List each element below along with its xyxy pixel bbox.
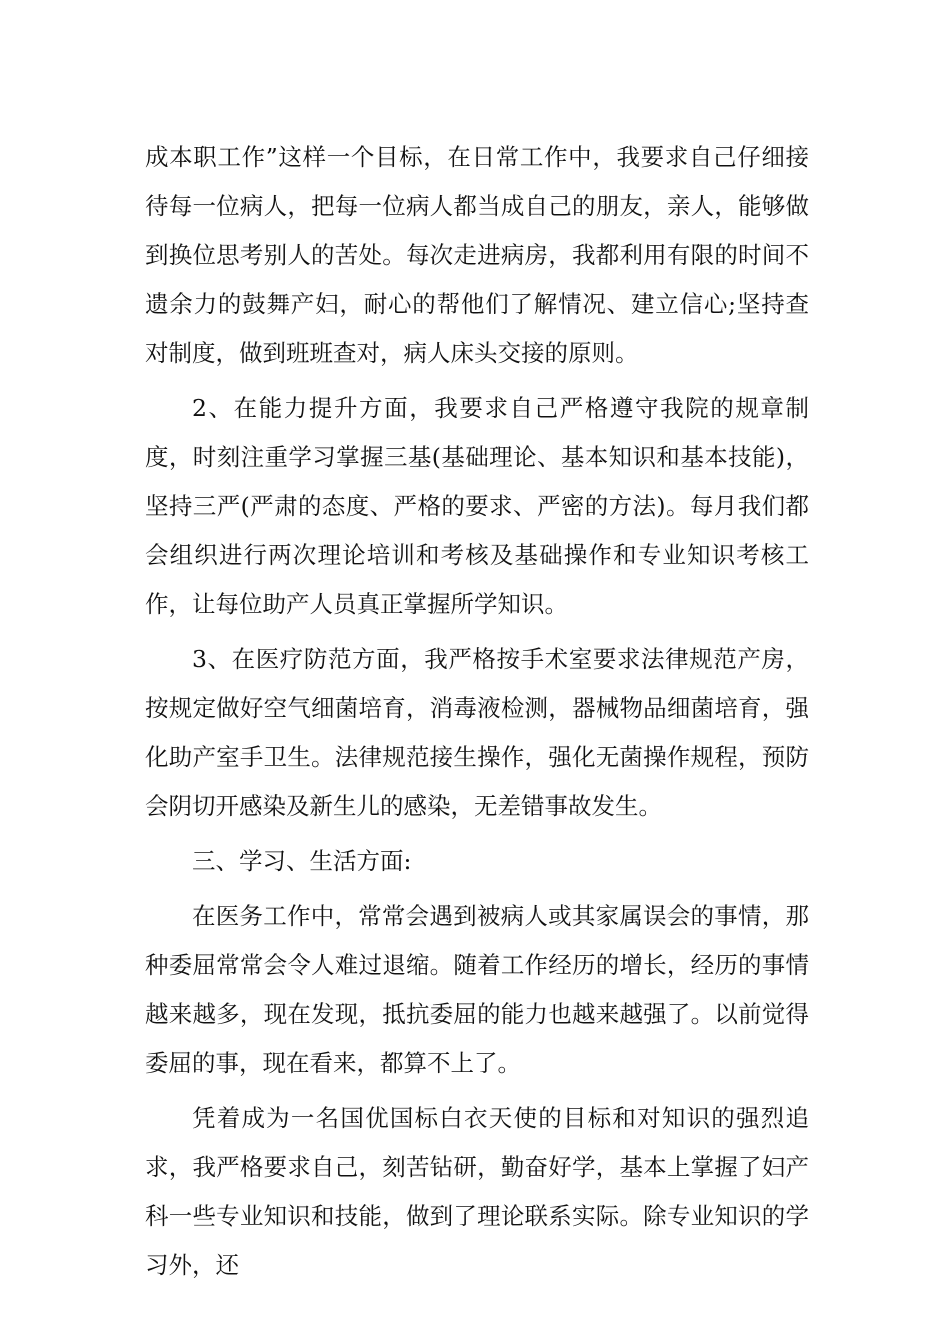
section-heading-study-life: 三、学习、生活方面:: [192, 847, 412, 875]
paragraph-medical-prevention: 3、在医疗防范方面，我严格按手术室要求法律规范产房，按规定做好空气细菌培育，消毒液检测，器械物品细菌培育，强化助产室手卫生。法律规范接生操作，强化无菌操作规程，预防会阴切开感染及新生儿的感染，无差错事故发生。: [145, 645, 809, 820]
paragraph-continued: 成本职工作”这样一个目标，在日常工作中，我要求自己仔细接待每一位病人，把每一位病人都当成自己的朋友，亲人，能够做到换位思考别人的苦处。每次走进病房，我都利用有限的时间不遗余力的鼓舞产妇，耐心的帮他们了解情况、建立信心;坚持查对制度，做到班班查对，病人床头交接的原则。: [145, 143, 809, 367]
paragraph-ability-improvement: 2、在能力提升方面，我要求自己严格遵守我院的规章制度，时刻注重学习掌握三基(基础理论、基本知识和基本技能)，坚持三严(严肃的态度、严格的要求、严密的方法)。每月我们都会组织进行两次理论培训和考核及基础操作和专业知识考核工作，让每位助产人员真正掌握所学知识。: [145, 394, 809, 618]
paragraph-goal-pursuit: 凭着成为一名国优国标白衣天使的目标和对知识的强烈追求，我严格要求自己，刻苦钻研，勤奋好学，基本上掌握了妇产科一些专业知识和技能，做到了理论联系实际。除专业知识的学习外，还: [145, 1104, 809, 1279]
paragraph-misunderstanding: 在医务工作中，常常会遇到被病人或其家属误会的事情，那种委屈常常会令人难过退缩。随着工作经历的增长，经历的事情越来越多，现在发现，抵抗委屈的能力也越来越强了。以前觉得委屈的事，现在看来，都算不上了。: [145, 902, 809, 1077]
document-body: [145, 133, 809, 1296]
